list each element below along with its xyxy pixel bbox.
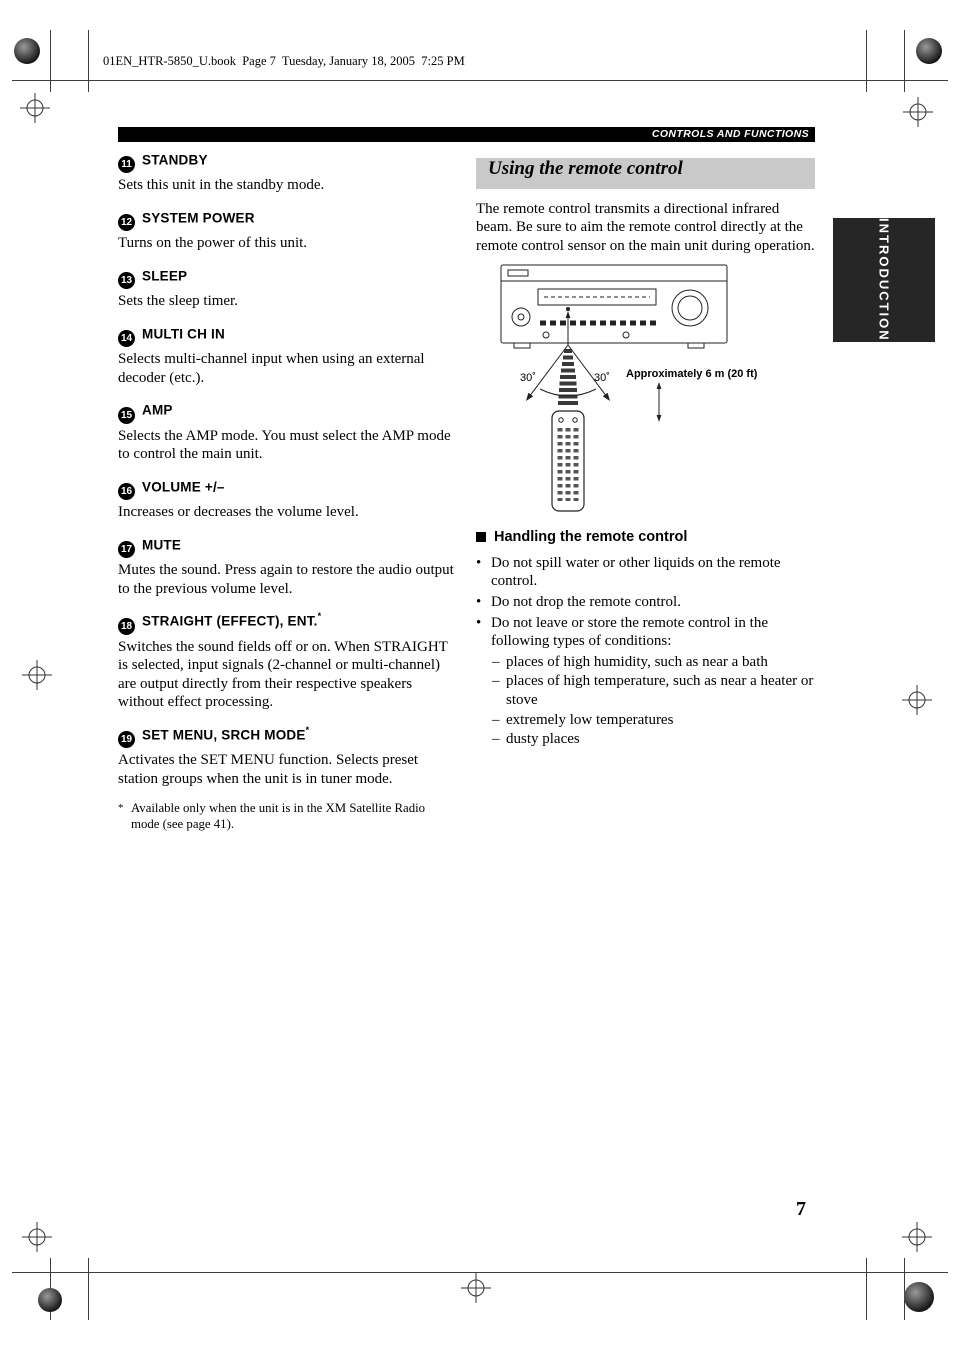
item-heading xyxy=(118,266,455,289)
square-bullet-icon xyxy=(476,532,486,542)
item-title: MUTE xyxy=(142,537,182,553)
dash-icon: – xyxy=(492,711,500,728)
bullet-text: Do not leave or store the remote control in the following types of conditions: xyxy=(491,614,768,650)
document-header-line: 01EN_HTR-5850_U.book Page 7 Tuesday, January 18, 2005 7:25 PM xyxy=(103,54,465,68)
sensor-arrow xyxy=(566,311,571,345)
registration-mark xyxy=(461,1273,491,1303)
item-description: Activates the SET MENU function. Selects preset station groups when the unit is in tuner mode. xyxy=(118,752,419,787)
item-title: STANDBY xyxy=(142,152,208,168)
list-item-standby xyxy=(118,150,455,195)
crop-mark xyxy=(904,30,905,92)
distance-label: Approximately 6 m (20 ft) xyxy=(626,367,758,380)
bullet-icon: • xyxy=(476,594,482,611)
condition-text: places of high humidity, such as near a bath xyxy=(506,653,768,670)
registration-mark xyxy=(22,660,52,690)
list-item-set-menu xyxy=(118,725,455,789)
item-heading xyxy=(118,324,455,347)
list-item-sleep xyxy=(118,266,455,311)
crop-mark xyxy=(88,1258,89,1320)
item-number-badge: 12 xyxy=(118,214,135,231)
bullet-icon: • xyxy=(476,554,482,571)
condition-item xyxy=(492,730,815,749)
item-title: STRAIGHT (EFFECT), ENT. xyxy=(142,613,318,629)
bullet-item xyxy=(476,593,815,612)
dash-icon: – xyxy=(492,653,500,670)
item-heading xyxy=(118,150,455,173)
handling-heading xyxy=(476,529,815,545)
item-description: Sets the sleep timer. xyxy=(118,293,238,310)
ir-beam-icon xyxy=(558,349,578,405)
list-item-amp xyxy=(118,400,455,464)
item-number-badge: 14 xyxy=(118,330,135,347)
dash-icon: – xyxy=(492,731,500,748)
section-title: Using the remote control xyxy=(476,158,815,189)
angle-label-left: 30˚ xyxy=(520,371,536,384)
condition-text: extremely low temperatures xyxy=(506,711,674,728)
footnote-text: Available only when the unit is in the XM Satellite Radio mode (see page 41). xyxy=(131,801,426,832)
receiver-illustration xyxy=(501,265,727,348)
crop-mark xyxy=(866,30,867,92)
crop-mark xyxy=(866,1258,867,1320)
item-title: SLEEP xyxy=(142,268,188,284)
item-description: Turns on the power of this unit. xyxy=(118,235,308,252)
footnote-marker: * xyxy=(118,802,124,815)
item-title: VOLUME +/– xyxy=(142,479,225,495)
item-description: Selects the AMP mode. You must select the AMP mode to control the main unit. xyxy=(118,427,451,463)
list-item-multi-ch-in xyxy=(118,324,455,388)
printer-ink-mark xyxy=(38,1288,62,1312)
item-description: Mutes the sound. Press again to restore the audio output to the previous volume level. xyxy=(118,562,454,597)
page-number: 7 xyxy=(796,1198,806,1220)
item-title: AMP xyxy=(142,402,173,418)
item-heading xyxy=(118,725,455,748)
list-item-volume xyxy=(118,477,455,522)
bullet-item xyxy=(476,554,815,591)
registration-mark xyxy=(903,97,933,127)
item-number-badge: 17 xyxy=(118,541,135,558)
item-number-badge: 19 xyxy=(118,731,135,748)
item-title: MULTI CH IN xyxy=(142,326,225,342)
bullet-text: Do not drop the remote control. xyxy=(491,594,681,611)
item-description: Sets this unit in the standby mode. xyxy=(118,177,325,194)
intro-paragraph: The remote control transmits a directional infrared beam. Be sure to aim the remote control directly at the remote control sensor on the main unit during operation. xyxy=(476,201,815,254)
crop-mark xyxy=(12,80,948,81)
item-heading xyxy=(118,611,455,634)
dash-icon: – xyxy=(492,673,500,690)
bullet-item xyxy=(476,614,815,651)
side-tab-introduction: INTRODUCTION xyxy=(833,218,935,342)
registration-mark xyxy=(902,1222,932,1252)
item-number-badge: 18 xyxy=(118,618,135,635)
distance-arrow xyxy=(657,382,662,422)
bullet-text: Do not spill water or other liquids on the remote control. xyxy=(491,554,781,590)
registration-mark xyxy=(902,685,932,715)
condition-item xyxy=(492,672,815,709)
printer-ink-mark xyxy=(904,1282,934,1312)
footnote-ref: * xyxy=(317,611,322,622)
printer-ink-mark xyxy=(916,38,942,64)
item-number-badge: 11 xyxy=(118,156,135,173)
item-description: Selects multi-channel input when using an external decoder (etc.). xyxy=(118,351,425,386)
list-item-mute xyxy=(118,535,455,599)
left-column xyxy=(118,150,455,833)
item-heading xyxy=(118,535,455,558)
crop-mark xyxy=(12,1272,948,1273)
condition-item xyxy=(492,711,815,730)
right-column xyxy=(476,158,815,750)
handling-heading-text: Handling the remote control xyxy=(494,528,688,545)
list-item-straight xyxy=(118,611,455,712)
remote-range-diagram xyxy=(476,261,816,523)
condition-text: places of high temperature, such as near a heater or stove xyxy=(506,673,814,709)
item-title: SYSTEM POWER xyxy=(142,210,255,226)
crop-mark xyxy=(50,30,51,92)
footnote-ref: * xyxy=(305,724,310,735)
item-title: SET MENU, SRCH MODE xyxy=(142,727,306,743)
registration-mark xyxy=(22,1222,52,1252)
remote-illustration xyxy=(552,411,584,511)
condition-text: dusty places xyxy=(506,731,580,748)
item-heading xyxy=(118,477,455,500)
item-heading xyxy=(118,400,455,423)
bullet-icon: • xyxy=(476,614,482,631)
item-number-badge: 13 xyxy=(118,272,135,289)
item-number-badge: 16 xyxy=(118,483,135,500)
angle-label-right: 30˚ xyxy=(594,371,610,384)
registration-mark xyxy=(20,93,50,123)
printer-ink-mark xyxy=(14,38,40,64)
crop-mark xyxy=(88,30,89,92)
item-description: Increases or decreases the volume level. xyxy=(118,504,359,521)
condition-item xyxy=(492,653,815,672)
list-item-system-power xyxy=(118,208,455,253)
item-heading xyxy=(118,208,455,231)
section-header-bar: CONTROLS AND FUNCTIONS xyxy=(118,127,815,142)
footnote xyxy=(118,801,455,833)
item-description: Switches the sound fields off or on. When STRAIGHT is selected, input signals (2-channel or multi-channel) are output directly from their respective speakers without effect processing. xyxy=(118,638,448,711)
item-number-badge: 15 xyxy=(118,407,135,424)
remote-sensor-dot xyxy=(566,307,570,311)
